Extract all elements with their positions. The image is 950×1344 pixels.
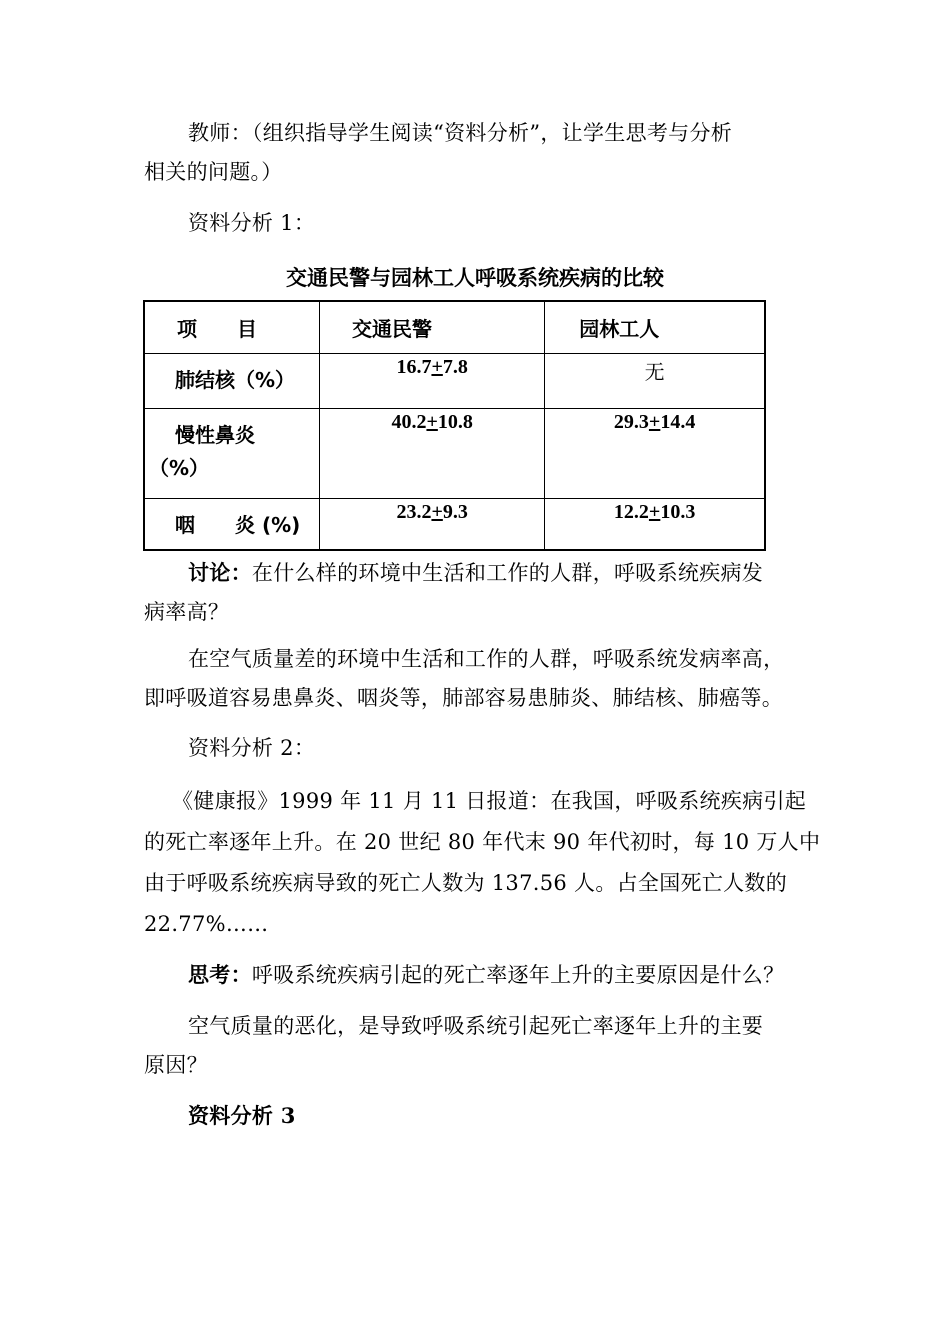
teacher-line-1: 教师：（组织指导学生阅读“资料分析”，让学生思考与分析 [188,121,733,145]
table-header-row [144,301,765,353]
analysis-2-heading: 资料分析 2： [188,736,316,760]
cell-police-rhinitis: 40.2+10.8 [391,410,473,433]
discussion-text: 在什么样的环境中生活和工作的人群，呼吸系统疾病发 [251,561,764,585]
row-label-pharyngitis: 咽 炎 (%) [175,512,301,537]
answer-2-line-2: 原因？ [144,1053,208,1077]
news-line-1: 《健康报》1999 年 11 月 11 日报道：在我国，呼吸系统疾病引起 [172,789,807,813]
discussion-label: 讨论： [188,560,252,585]
think-line [188,960,784,990]
header-garden-workers: 园林工人 [579,317,660,341]
table-row [144,353,765,408]
answer-1-line-2: 即呼吸道容易患鼻炎、咽炎等，肺部容易患肺炎、肺结核、肺癌等。 [144,686,783,710]
table-title: 交通民警与园林工人呼吸系统疾病的比较 [286,266,664,290]
cell-garden-rhinitis: 29.3+14.4 [613,410,696,433]
analysis-3-heading: 资料分析 3 [188,1103,296,1128]
think-label: 思考： [188,962,252,987]
teacher-line-2: 相关的问题。） [144,160,283,184]
cell-garden-pharyngitis: 12.2+10.3 [613,500,696,523]
header-item: 项 目 [177,317,257,341]
comparison-table [143,300,766,551]
discussion-line-1 [188,558,763,588]
cell-garden-tuberculosis: 无 [644,359,665,384]
answer-2-line-1: 空气质量的恶化，是导致呼吸系统引起死亡率逐年上升的主要 [188,1014,764,1038]
discussion-line-2: 病率高？ [144,600,230,624]
table-row [144,498,765,550]
think-text: 呼吸系统疾病引起的死亡率逐年上升的主要原因是什么？ [251,963,785,987]
news-line-4: 22.77%…… [144,912,269,936]
header-traffic-police: 交通民警 [352,317,433,341]
news-line-2: 的死亡率逐年上升。在 20 世纪 80 年代末 90 年代初时，每 10 万人中 [144,830,821,854]
row-label-chronic-rhinitis-unit: （%） [149,455,210,480]
row-label-tuberculosis: 肺结核（%） [175,367,296,392]
table-row [144,408,765,498]
cell-police-tuberculosis: 16.7+7.8 [396,355,468,378]
row-label-chronic-rhinitis: 慢性鼻炎 [175,422,255,447]
answer-1-line-1: 在空气质量差的环境中生活和工作的人群，呼吸系统发病率高， [188,647,785,671]
news-line-3: 由于呼吸系统疾病导致的死亡人数为 137.56 人。占全国死亡人数的 [144,871,788,895]
cell-police-pharyngitis: 23.2+9.3 [396,500,468,523]
analysis-1-heading: 资料分析 1： [188,211,316,235]
